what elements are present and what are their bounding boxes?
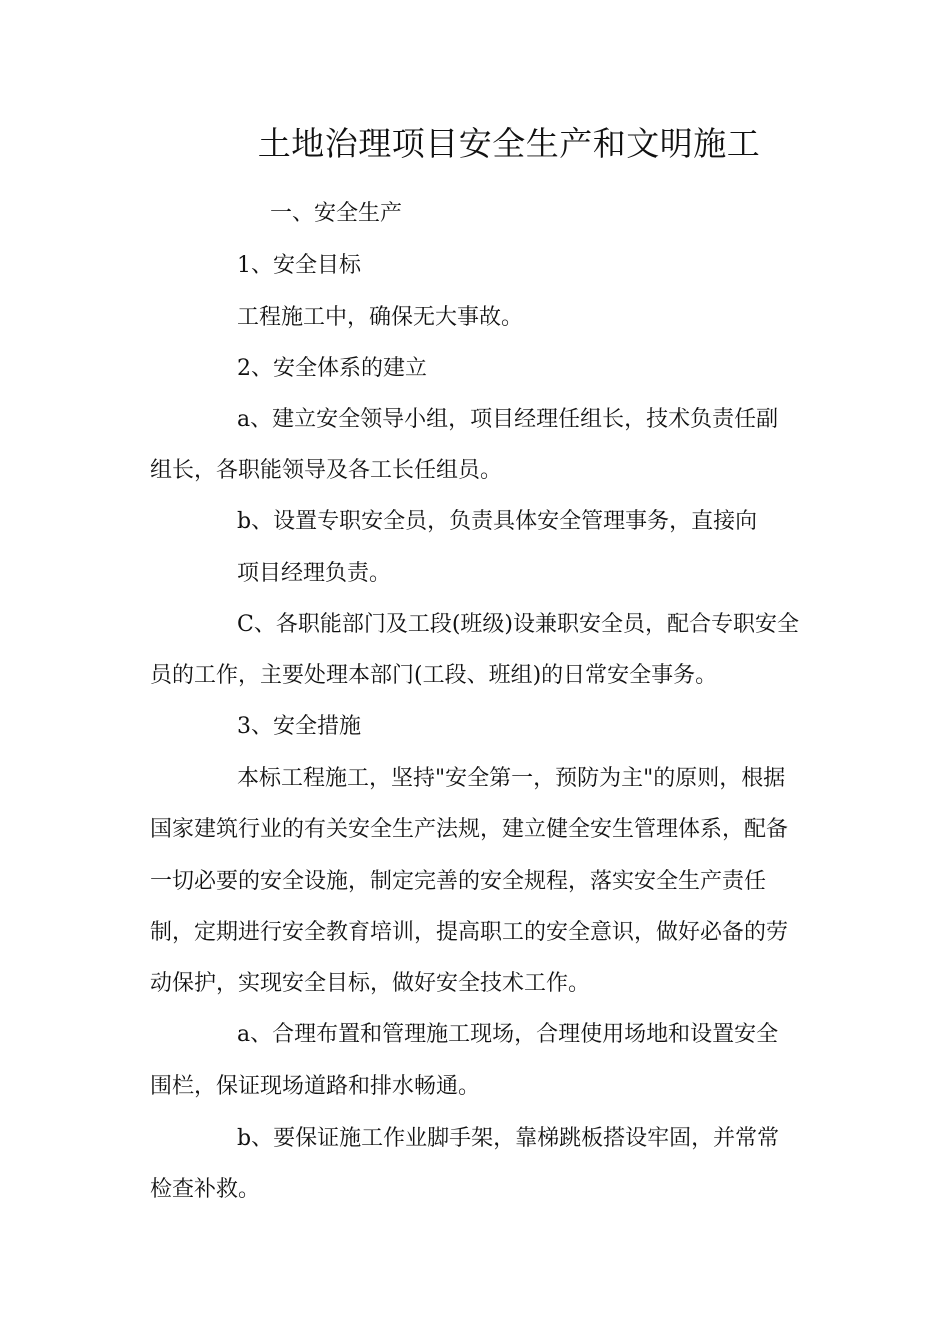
paragraph-line: a、合理布置和管理施工现场，合理使用场地和设置安全 <box>237 1022 779 1047</box>
item-heading-safety-measures: 3、安全措施 <box>237 714 361 739</box>
paragraph-line: a、建立安全领导小组，项目经理任组长，技术负责任副 <box>237 407 779 432</box>
paragraph-line: 员的工作，主要处理本部门(工段、班组)的日常安全事务。 <box>150 663 718 688</box>
paragraph-line: b、设置专职安全员，负责具体安全管理事务，直接向 <box>237 509 758 534</box>
paragraph-line: b、要保证施工作业脚手架，靠梯跳板搭设牢固，并常常 <box>237 1126 780 1151</box>
paragraph-line: 项目经理负责。 <box>237 561 392 586</box>
paragraph-line: 国家建筑行业的有关安全生产法规，建立健全安生管理体系，配备 <box>150 817 789 842</box>
paragraph-line: 一切必要的安全设施，制定完善的安全规程，落实安全生产责任 <box>150 869 767 894</box>
paragraph-line: 检查补救。 <box>150 1177 261 1202</box>
paragraph-line: 工程施工中，确保无大事故。 <box>237 305 524 330</box>
section-heading-safety-production: 一、安全生产 <box>270 201 403 226</box>
paragraph-line: 围栏，保证现场道路和排水畅通。 <box>150 1074 481 1099</box>
document-title: 土地治理项目安全生产和文明施工 <box>257 124 761 163</box>
paragraph-line: 动保护，实现安全目标，做好安全技术工作。 <box>150 971 591 996</box>
paragraph-line: 制，定期进行安全教育培训，提高职工的安全意识，做好必备的劳 <box>150 920 789 945</box>
paragraph-line: 组长，各职能领导及各工长任组员。 <box>150 458 503 483</box>
paragraph-line: C、各职能部门及工段(班级)设兼职安全员，配合专职安全 <box>237 612 800 637</box>
item-heading-safety-goal: 1、安全目标 <box>237 253 361 278</box>
paragraph-line: 本标工程施工，坚持"安全第一，预防为主"的原则，根据 <box>237 766 786 791</box>
item-heading-safety-system: 2、安全体系的建立 <box>237 356 427 381</box>
